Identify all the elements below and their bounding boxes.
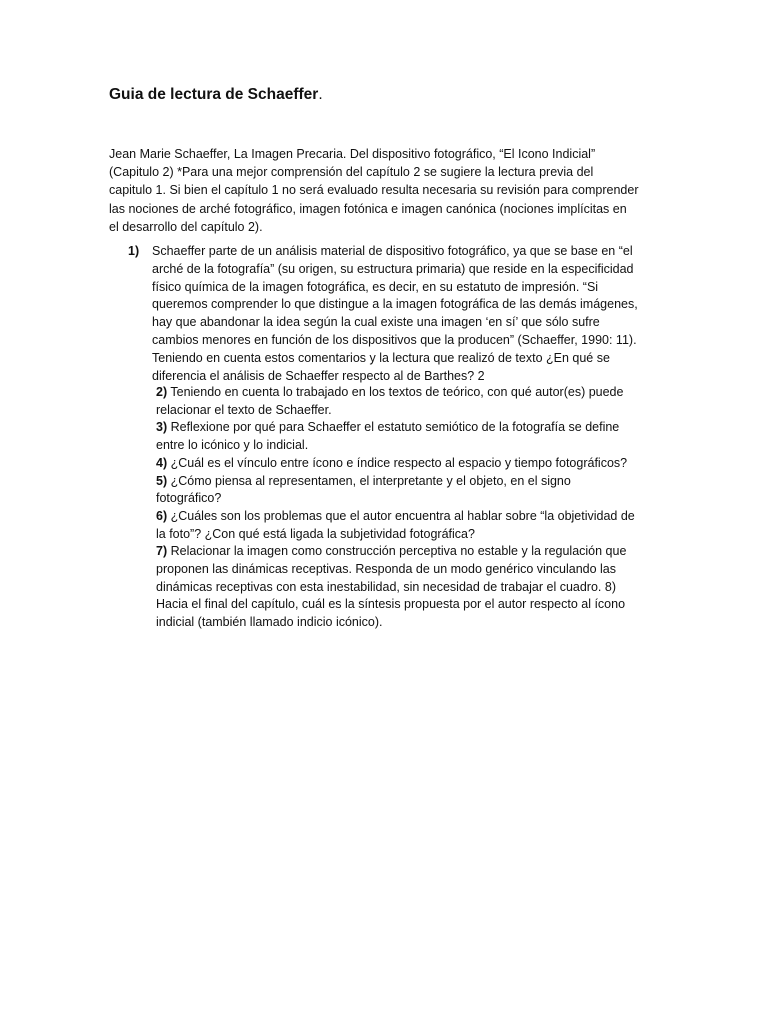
sub-question-text: ¿Cómo piensa al representamen, el interpretante y el objeto, en el signo <box>167 473 571 488</box>
sub-question-text: relacionar el texto de Schaeffer. <box>156 402 332 417</box>
sub-question-number: 3) <box>156 420 168 435</box>
intro-line: Jean Marie Schaeffer, La Imagen Precaria. Del dispositivo fotográfico, “El Icono Indicial” <box>109 147 596 161</box>
sub-question-text: ¿Cuál es el vínculo entre ícono e índice respecto al espacio y tiempo fotográficos? <box>167 455 628 470</box>
sub-question-text: entre lo icónico y lo indicial. <box>156 438 309 453</box>
sub-question-text: proponen las dinámicas receptivas. Responda de un modo genérico vinculando las <box>156 562 617 577</box>
sub-question-text: ¿Cuáles son los problemas que el autor encuentra al hablar sobre “la objetividad de <box>167 508 635 523</box>
intro-paragraph <box>109 145 657 236</box>
sub-question-text: la foto”? ¿Con qué está ligada la subjetividad fotográfica? <box>156 526 475 541</box>
question-1-line: Schaeffer parte de un análisis material de dispositivo fotográfico, ya que se base en “el <box>152 244 633 258</box>
title-period: . <box>318 86 323 103</box>
sub-question-text: fotográfico? <box>156 491 222 506</box>
sub-question-line <box>156 579 656 597</box>
sub-question-line <box>156 561 656 579</box>
sub-question-line <box>156 437 656 455</box>
sub-question-text: Reflexione por qué para Schaeffer el estatuto semiótico de la fotografía se define <box>167 420 620 435</box>
page-title <box>109 86 323 104</box>
sub-question-text: Teniendo en cuenta lo trabajado en los textos de teórico, con qué autor(es) puede <box>167 385 624 399</box>
intro-line: (Capitulo 2) *Para una mejor comprensión del capítulo 2 se sugiere la lectura previa del <box>109 165 594 180</box>
sub-question-number: 5) <box>156 473 168 488</box>
sub-question-line <box>156 596 656 614</box>
sub-question-line <box>156 384 656 402</box>
question-1-line: Teniendo en cuenta estos comentarios y la lectura que realizó de texto ¿En qué se <box>152 350 610 365</box>
intro-line: capitulo 1. Si bien el capítulo 1 no será evaluado resulta necesaria su revisión para comprender <box>109 183 639 198</box>
sub-question-line <box>156 614 656 632</box>
sub-question-text: Relacionar la imagen como construcción perceptiva no estable y la regulación que <box>167 544 627 559</box>
sub-questions <box>156 384 656 632</box>
sub-question-line <box>156 419 656 437</box>
question-1-line: arché de la fotografía” (su origen, su estructura primaria) que reside en la especificidad <box>152 261 634 276</box>
intro-line: las nociones de arché fotográfico, imagen fotónica e imagen canónica (nociones implícitas en <box>109 201 627 216</box>
question-1-line: físico química de la imagen fotográfica, es decir, en su estatuto de impresión. “Si <box>152 279 599 294</box>
question-1-line: hay que abandonar la idea según la cual existe una imagen ‘en sí’ que sólo sufre <box>152 315 600 330</box>
title-text: Guia de lectura de Schaeffer <box>109 86 319 103</box>
sub-question-number: 7) <box>156 544 168 559</box>
sub-question-line <box>156 543 656 561</box>
sub-question-number: 2) <box>156 385 168 399</box>
question-1-line: cambios menores en función de los dispositivos que la producen” (Schaeffer, 1990: 11). <box>152 332 637 347</box>
sub-question-line <box>156 526 656 544</box>
question-1-line: diferencia el análisis de Schaeffer respecto al de Barthes? 2 <box>152 368 485 383</box>
sub-question-text: indicial (también llamado indicio icónico). <box>156 615 383 630</box>
intro-line: el desarrollo del capítulo 2). <box>109 219 263 234</box>
question-1-number: 1) <box>128 244 140 258</box>
sub-question-text: dinámicas receptivas con esta inestabilidad, sin necesidad de trabajar el cuadro. 8) <box>156 579 616 594</box>
question-1-text <box>152 243 672 385</box>
sub-question-number: 6) <box>156 508 168 523</box>
sub-question-line <box>156 508 656 526</box>
sub-question-line <box>156 402 656 420</box>
sub-question-line <box>156 490 656 508</box>
sub-question-text: Hacia el final del capítulo, cuál es la síntesis propuesta por el autor respecto al ícono <box>156 597 626 612</box>
sub-question-number: 4) <box>156 455 168 470</box>
question-1-line: queremos comprender lo que distingue a la imagen fotográfica de las demás imágenes, <box>152 297 638 312</box>
sub-question-line <box>156 473 656 491</box>
sub-question-line <box>156 455 656 473</box>
